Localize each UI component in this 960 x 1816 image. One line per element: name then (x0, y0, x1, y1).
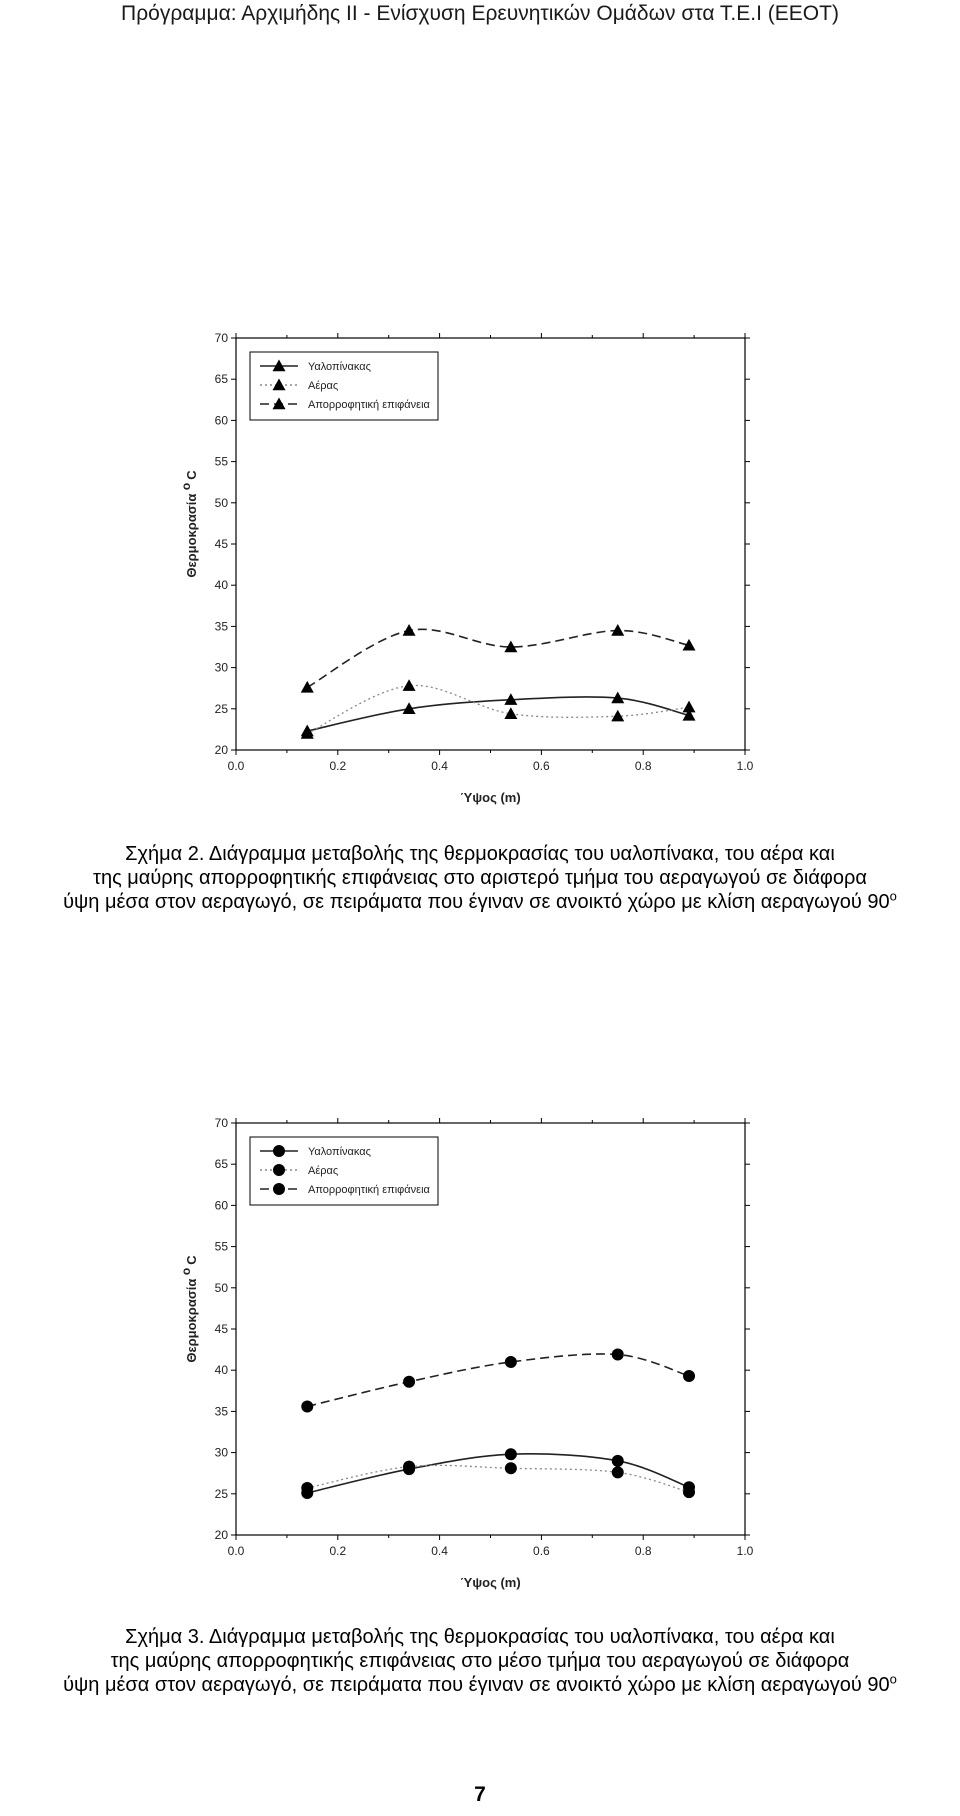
caption-line: της μαύρης απορροφητικής επιφάνειας στο αριστερό τμήμα του αεραγωγού σε διάφορα (93, 867, 867, 889)
series-line (307, 1354, 689, 1406)
page-header: Πρόγραμμα: Αρχιμήδης ΙΙ - Ενίσχυση Ερευνητικών Ομάδων στα Τ.Ε.Ι (ΕΕΟΤ) (121, 2, 839, 25)
data-point (683, 1370, 695, 1382)
data-point (612, 1466, 624, 1478)
data-point (505, 1356, 517, 1368)
data-point (612, 1455, 624, 1467)
series-1 (301, 679, 696, 738)
series-2 (301, 624, 696, 693)
y-tick-label: 60 (214, 1198, 228, 1213)
y-axis-label: Θερμοκρασία οC (179, 1255, 199, 1363)
y-tick-label: 20 (214, 743, 228, 757)
y-tick-label: 20 (214, 1528, 228, 1542)
x-axis-label: Ύψος (m) (460, 790, 521, 805)
x-tick-label: 0.4 (431, 759, 448, 773)
y-tick-label: 30 (214, 660, 228, 675)
data-point (301, 1482, 313, 1494)
y-tick-label: 35 (214, 1404, 228, 1419)
caption-line: Σχήμα 2. Διάγραμμα μεταβολής της θερμοκρασίας του υαλοπίνακα, του αέρα και (125, 843, 835, 865)
data-point (403, 679, 416, 691)
series-0 (301, 692, 696, 737)
data-point (403, 624, 416, 636)
data-point (683, 701, 696, 713)
y-tick-label: 70 (214, 331, 228, 345)
y-tick-label: 55 (214, 1239, 228, 1254)
data-point (301, 681, 314, 693)
legend-label: Υαλοπίνακας (308, 1146, 371, 1158)
figure-2-caption (0, 842, 960, 914)
x-tick-label: 0.8 (634, 1544, 652, 1558)
caption-line-text: ύψη μέσα στον αεραγωγό, σε πειράματα που έγιναν σε ανοικτό χώρο με κλίση αεραγωγού 90 (63, 1674, 890, 1696)
data-point (403, 1376, 415, 1388)
y-tick-label: 65 (214, 372, 228, 387)
caption-line (0, 1673, 960, 1697)
data-point (683, 1486, 695, 1498)
caption-line: της μαύρης απορροφητικής επιφάνειας στο μέσο τμήμα του αεραγωγού σε διάφορα (110, 1650, 850, 1672)
y-tick-label: 30 (214, 1445, 228, 1460)
x-tick-label: 0.0 (227, 759, 245, 773)
x-tick-label: 0.4 (431, 1544, 448, 1558)
y-tick-label: 50 (214, 1280, 228, 1295)
y-tick-label: 55 (214, 454, 228, 469)
x-tick-label: 1.0 (736, 759, 754, 773)
series-line (307, 697, 689, 731)
figure-3-caption (0, 1625, 960, 1697)
series-0 (301, 1448, 695, 1499)
y-tick-label: 40 (214, 578, 228, 593)
legend-label: Απορροφητική επιφάνεια (308, 399, 430, 411)
legend-label: Αέρας (308, 1165, 339, 1177)
y-tick-label: 60 (214, 413, 228, 428)
y-tick-label: 50 (214, 495, 228, 510)
data-point (403, 1461, 415, 1473)
y-tick-label: 45 (214, 537, 228, 551)
data-point (505, 1448, 517, 1460)
legend-label: Αέρας (308, 380, 339, 392)
series-line (307, 685, 689, 733)
caption-line (0, 890, 960, 914)
caption-line-text: ύψη μέσα στον αεραγωγό, σε πειράματα που έγιναν σε ανοικτό χώρο με κλίση αεραγωγού 90 (63, 891, 890, 913)
caption-line: Σχήμα 3. Διάγραμμα μεταβολής της θερμοκρασίας του υαλοπίνακα, του αέρα και (125, 1626, 835, 1648)
y-axis-label: Θερμοκρασία οC (179, 470, 199, 578)
x-tick-label: 0.0 (227, 1544, 245, 1558)
x-tick-label: 0.2 (329, 759, 347, 773)
legend (250, 1137, 438, 1205)
x-tick-label: 0.2 (329, 1544, 347, 1558)
x-tick-label: 0.6 (533, 1544, 550, 1558)
figure-2-chart (0, 320, 960, 820)
y-tick-label: 25 (214, 1486, 228, 1501)
legend (250, 352, 438, 420)
data-point (611, 624, 624, 636)
page-number: 7 (474, 1783, 486, 1806)
degree-symbol: ο (889, 1671, 897, 1687)
legend-label: Απορροφητική επιφάνεια (308, 1184, 430, 1196)
data-point (273, 1183, 285, 1195)
series-2 (301, 1349, 695, 1413)
data-point (505, 1462, 517, 1474)
y-tick-label: 25 (214, 701, 228, 716)
data-point (612, 1349, 624, 1361)
series-line (307, 1454, 689, 1493)
degree-symbol: ο (889, 888, 897, 904)
x-tick-label: 0.8 (634, 759, 652, 773)
data-point (504, 707, 517, 719)
series-line (307, 629, 689, 687)
y-tick-label: 45 (214, 1322, 228, 1336)
x-tick-label: 0.6 (533, 759, 550, 773)
x-tick-label: 1.0 (736, 1544, 754, 1558)
figure-3-chart (0, 1105, 960, 1605)
y-tick-label: 70 (214, 1116, 228, 1130)
data-point (273, 1164, 285, 1176)
y-tick-label: 35 (214, 619, 228, 634)
data-point (273, 1145, 285, 1157)
y-tick-label: 65 (214, 1157, 228, 1172)
x-axis-label: Ύψος (m) (460, 1575, 521, 1590)
data-point (301, 1400, 313, 1412)
legend-label: Υαλοπίνακας (308, 361, 371, 373)
y-tick-label: 40 (214, 1363, 228, 1378)
